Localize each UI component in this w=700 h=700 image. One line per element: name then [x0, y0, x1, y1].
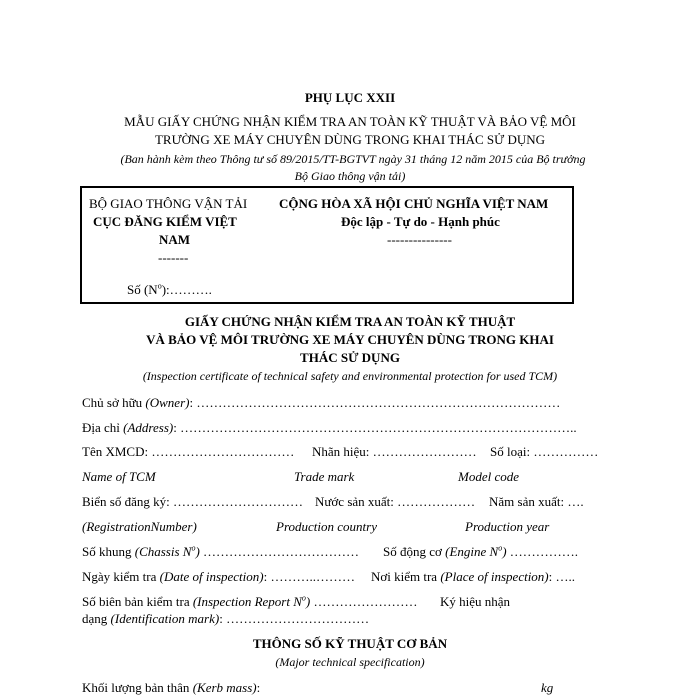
header-box	[80, 186, 574, 304]
country-en: Production country	[276, 519, 377, 534]
left-divider: -------	[158, 250, 189, 265]
owner-field: Chủ sở hữu (Owner): …………………………………………………………………………	[82, 395, 561, 410]
certificate-subtitle: (Inspection certificate of technical safety and environmental protection for used TCM)	[142, 369, 558, 383]
agency-name-line2: NAM	[159, 232, 191, 247]
trademark-en: Trade mark	[294, 469, 355, 484]
engine-field: Số động cơ (Engine $N^o$) …………….	[383, 543, 579, 559]
inspection-place-field: Nơi kiểm tra (Place of inspection): …..	[371, 569, 576, 584]
issued-note-line2: Bộ Giao thông vận tải)	[294, 169, 406, 183]
inspection-date-field: Ngày kiểm tra (Date of inspection): ………..………	[82, 569, 355, 584]
trademark-field: Nhãn hiệu: ……………………	[312, 444, 477, 459]
specs-heading: THÔNG SỐ KỸ THUẬT CƠ BẢN	[252, 636, 448, 651]
registration-field: Biển số đăng ký: …………………………	[82, 494, 303, 509]
agency-name-line1: CỤC ĐĂNG KIỂM VIỆT	[93, 214, 237, 229]
national-motto: Độc lập - Tự do - Hạnh phúc	[341, 214, 500, 229]
certificate-title-line1: GIẤY CHỨNG NHẬN KIỂM TRA AN TOÀN KỸ THUẬT	[184, 314, 516, 329]
certificate-number: Số $(N^o):\dots\dots\dots$.	[127, 281, 212, 297]
year-field: Năm sản xuất: ….	[489, 494, 584, 509]
country-field: Nước sản xuất: ………………	[315, 494, 476, 509]
template-title-line1: MẪU GIẤY CHỨNG NHẬN KIỂM TRA AN TOÀN KỸ THUẬT VÀ BẢO VỆ MÔI	[124, 114, 576, 129]
identification-label: Ký hiệu nhận	[440, 594, 511, 609]
identification-field: dạng (Identification mark): ……………………………	[82, 611, 370, 626]
registration-en: (RegistrationNumber)	[82, 519, 197, 534]
template-title-line2: TRƯỜNG XE MÁY CHUYÊN DÙNG TRONG KHAI THÁC SỬ DỤNG	[154, 132, 546, 147]
issued-note-line1: (Ban hành kèm theo Thông tư số 89/2015/TT-BGTVT ngày 31 tháng 12 năm 2015 của Bộ trưởng	[120, 152, 586, 166]
certificate-title-line2: VÀ BẢO VỆ MÔI TRƯỜNG XE MÁY CHUYÊN DÙNG TRONG KHAI	[146, 332, 554, 347]
machine-name-field: Tên XMCD: ……………………………	[82, 444, 295, 459]
address-field: Địa chỉ (Address): ………………………………………………………………………………..	[82, 420, 577, 435]
kerb-mass-unit: kg	[541, 680, 554, 695]
appendix-title: PHỤ LỤC XXII	[304, 90, 396, 105]
year-en: Production year	[465, 519, 550, 534]
model-en: Model code	[458, 469, 520, 484]
republic-name: CỘNG HÒA XÃ HỘI CHỦ NGHĨA VIỆT NAM	[279, 196, 549, 211]
certificate-title-line3: THÁC SỬ DỤNG	[300, 350, 400, 365]
model-field: Số loại: ……………	[490, 444, 599, 459]
ministry-name: BỘ GIAO THÔNG VẬN TẢI	[89, 196, 248, 211]
inspection-report-field: Số biên bản kiểm tra (Inspection Report $N^o$) ……………………	[82, 593, 418, 609]
kerb-mass-field: Khối lượng bản thân (Kerb mass):	[82, 680, 261, 695]
machine-name-en: Name of TCM	[82, 469, 156, 484]
specs-heading-en: (Major technical specification)	[275, 655, 425, 669]
right-divider: ---------------	[387, 232, 452, 247]
chassis-field: Số khung (Chassis $N^o$) ………………………………	[82, 543, 360, 559]
